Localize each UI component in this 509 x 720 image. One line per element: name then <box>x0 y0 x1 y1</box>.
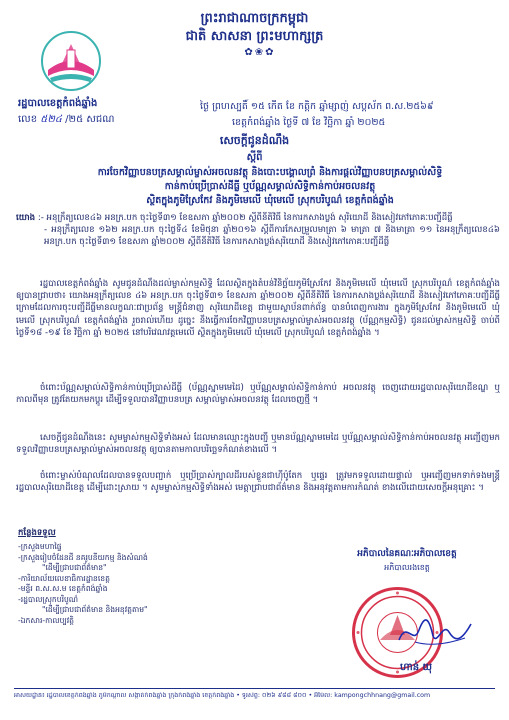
signatory-subtitle: អភិបាលរងខេត្ត <box>384 563 430 572</box>
document-subtitle: ស្តីពី <box>246 152 263 163</box>
reference-text: - អនុក្រឹត្យលេខ ១៦២ អនក្រ.បក ចុះថ្ងៃទី៤ ខែមិថុនា ឆ្នាំ២០១៦ ស្តីពីការកែសម្រួលមាត្រា ៦ មាត្រា ៧ និងមាត្រា ១១ នៃអនុក្រឹត្យលេខ៤៦ អនក្រ.បក ចុះថ្ងៃទី៣១ ខែឧសភា ឆ្នាំ២០០២ ស្តីពីនីតិវិធី នៃការកសាងប្លង់សុរិយោដី និងសៀវភៅភោគៈបញ្ជីដីធ្លី <box>44 225 500 248</box>
reference-suffix: /២៥ សជណ <box>65 114 115 125</box>
handwritten-signature <box>395 612 475 652</box>
reference-item <box>16 212 500 224</box>
body-paragraph: សេចក្តីជូនដំណឹងនេះ សូមម្ចាស់កម្មសិទ្ធិទាំងអស់ ដែលមានឈ្មោះក្នុងបញ្ជី ឬមានប័ណ្ណស្នាមមេដៃ ឬប័ណ្ណសម្គាល់សិទ្ធិកាន់កាប់អចលនវត្ថុ អញ្ជើញមកទទួលវិញ្ញាបនបត្រសម្គាល់ម្ចាស់អចលនវត្ថុ ឲ្យបានតាមកាលបរិច្ឆេទកំណត់ខាងលើ ។ <box>16 433 500 456</box>
footer-divider <box>14 688 495 689</box>
recipient-item: -ការិយាល័យលេខាធិការដ្ឋានខេត្ត <box>18 573 110 583</box>
subject-line: ស្ថិតក្នុងភូមិស្រែកែវ និងភូមិមេលើ ឃុំមេលើ ស្រុកបរិបូណ៌ ខេត្តកំពង់ឆ្នាំង <box>146 195 394 206</box>
national-motto: ជាតិ សាសនា ព្រះមហាក្សត្រ <box>185 29 324 44</box>
recipient-item: "ដើម្បីជ្រាបជាព័ត៌មាន" <box>42 563 107 572</box>
recipient-item: -មន្ទីរ ព.ស.ស.ម ខេត្តកំពង់ឆ្នាំង <box>18 584 108 593</box>
lunar-date: ថ្ងៃ ព្រហស្បតិ៍ ១៥ កើត ខែ កត្តិក ឆ្នាំម្សាញ់ សប្តស័ក ព.ស.២៥៦៩ <box>200 101 434 112</box>
signatory-name: ហាន់ យុ <box>400 662 433 673</box>
recipient-item: -ក្រសួងរៀបចំដែនដី នគរូបនីយកម្ម និងសំណង់ <box>18 552 148 562</box>
reference-number <box>18 112 114 127</box>
recipients-list <box>18 542 218 626</box>
document-title: សេចក្តីជូនដំណឹង <box>219 134 290 147</box>
header-ornament: ✿❀✿ <box>244 47 276 58</box>
recipients-title: កន្លែងទទួល <box>18 528 56 538</box>
body-paragraph: រដ្ឋបាលខេត្តកំពង់ឆ្នាំង សូមជូនដំណឹងដល់ម្ចាស់កម្មសិទ្ធិ ដែលស្ថិតក្នុងតំបន់វិនិច្ឆ័យភូមិស្រែកែវ និងភូមិមេលើ ឃុំមេលើ ស្រុកបរិបូណ៌ ខេត្តកំពង់ឆ្នាំង ឲ្យបានជ្រាបថា៖ យោងអនុក្រឹត្យលេខ ៤៦ អនក្រ.បក ចុះថ្ងៃទី៣១ ខែឧសភា ឆ្នាំ២០០២ ស្តីពីនីតិវិធី នៃការកសាងប្លង់សុរិយោដី និងសៀវភៅភោគៈបញ្ជីដីធ្លី ក្រោមដែលការចុះបញ្ជីដីធ្លីមានលក្ខណៈជាប្រព័ន្ធ មន្ត្រីជំនាញ សុរិយោដីខេត្ត ជាមួយស្ថាប័នពាក់ព័ន្ធ បានបំពេញការងារ ក្នុងភូមិស្រែកែវ និងភូមិមេលើ ឃុំមេលើ ស្រុកបរិបូណ៌ ខេត្តកំពង់ឆ្នាំង រួចរាល់ហើយ ដូច្នេះ នឹងធ្វើការចែកវិញ្ញាបនបត្រសម្គាល់ម្ចាស់អចលនវត្ថុ (ប័ណ្ណកម្មសិទ្ធិ) ជូនដល់ម្ចាស់កម្មសិទ្ធិ ចាប់ពីថ្ងៃទី១៨ -១៩ ខែ វិច្ឆិកា ឆ្នាំ ២០២៥ នៅបរិវេណវត្តមេលើ ស្ថិតក្នុងភូមិមេលើ ឃុំមេលើ ស្រុកបរិបូណ៌ ខេត្តកំពង់ឆ្នាំង ។ <box>16 279 500 338</box>
recipient-item: -ឯកសារ-កាលប្បវត្តិ <box>18 615 74 625</box>
kingdom-heading: ព្រះរាជាណាចក្រកម្ពុជា <box>200 11 309 26</box>
reference-prefix: លេខ <box>18 114 38 125</box>
references-label: យោង <box>16 213 36 223</box>
provincial-emblem-logo <box>40 30 102 92</box>
solar-date: ខេត្តកំពង់ឆ្នាំង ថ្ងៃទី ៧ ខែ វិច្ឆិកា ឆ្នាំ ២០២៥ <box>232 117 386 128</box>
footer-contact: អាសយដ្ឋាន៖ រដ្ឋបាលខេត្តកំពង់ឆ្នាំង ភូមិកណ្តាល សង្កាត់កំពង់ឆ្នាំង ក្រុងកំពង់ឆ្នាំង ខេត្តកំពង់ឆ្នាំង • ទូរស័ព្ទ: ០២៦ ៩៨៨ ៨០០ • អ៊ីម៉ែល: kampongchhnang@gmail.com <box>14 692 431 699</box>
issuing-organization: រដ្ឋបាលខេត្តកំពង់ឆ្នាំង <box>18 98 98 109</box>
references-block <box>16 212 500 249</box>
recipient-item: "ដើម្បីជ្រាបជាព័ត៌មាន និងអនុវត្តតាម" <box>42 605 148 614</box>
reference-text: :- អនុក្រឹត្យលេខ៤៦ អនក្រ.បក ចុះថ្ងៃទី៣១ ខែឧសភា ឆ្នាំ២០០២ ស្តីពីនីតិវិធី នៃការកសាងប្លង់ សុរិយោដី និងសៀវភៅភោគៈបញ្ជីដីធ្លី <box>37 213 453 223</box>
signatory-title: អភិបាលនៃគណៈអភិបាលខេត្ត <box>357 549 457 559</box>
subject-line: កាន់កាប់ប្រើប្រាស់ដីធ្លី ឬប័ណ្ណសម្គាល់សិទ្ធិកាន់កាប់អចលនវត្ថុ <box>164 181 376 192</box>
subject-line: ការចែកវិញ្ញាបនបត្រសម្គាល់ម្ចាស់អចលនវត្ថុ និងបោះបង្គោលព្រំ និងការផ្តល់វិញ្ញាបនបត្រសម្គាល់សិទ្ធិ <box>97 167 443 178</box>
recipient-item: -រដ្ឋបាលស្រុកបរិបូណ៌ <box>18 594 79 604</box>
reference-item <box>16 224 500 248</box>
body-paragraph: ចំពោះម្ចាស់បំណុលដែលបានទទួលបញ្ជាក់ ឬប្រើប្រាស់ក្បាលដីរបស់ខ្លួនជាហ៊ីប៉ូតែក ឬផ្ទេរ ត្រូវមកទទួលដោយផ្ទាល់ ឬអញ្ជើញមកទាក់ទងមន្ត្រីរដ្ឋបាលសុរិយោដីខេត្ត ដើម្បីដោះស្រាយ ។ សូមម្ចាស់កម្មសិទ្ធិទាំងអស់ មេត្តាជ្រាបជាព័ត៌មាន និងអនុវត្តតាមការកំណត់ ខាងលើដោយសេចក្តីអនុគ្រោះ ។ <box>16 471 500 494</box>
body-paragraph: ចំពោះប័ណ្ណសម្គាល់សិទ្ធិកាន់កាប់ប្រើប្រាស់ដីធ្លី (ប័ណ្ណស្នាមមេដៃ) ឬប័ណ្ណសម្គាល់សិទ្ធិកាន់កាប់ អចលនវត្ថុ ចេញដោយរដ្ឋបាលសុរិយោដីខណ្ឌ ឬកាលពីមុន ត្រូវតែយកមកប្តូរ ដើម្បីទទួលបានវិញ្ញាបនបត្រ សម្គាល់ម្ចាស់អចលនវត្ថុ ដែលចេញថ្មី ។ <box>16 383 500 406</box>
recipient-item: -ក្រសួងមហាផ្ទៃ <box>18 542 62 551</box>
reference-handwritten-number: ៥២៤ <box>40 114 62 125</box>
